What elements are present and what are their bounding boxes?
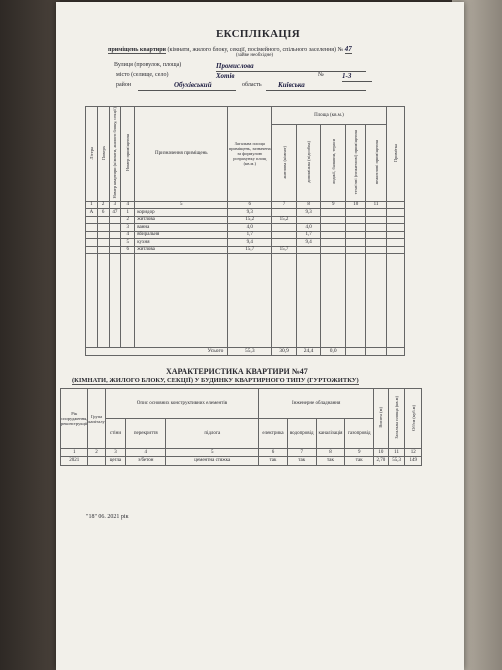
col-header: Поверх bbox=[97, 107, 109, 202]
table-row bbox=[86, 216, 405, 224]
cell-walls: цегла bbox=[105, 456, 126, 465]
cell-room-no: 4 bbox=[121, 231, 135, 239]
col-header: Висота (м) bbox=[374, 389, 389, 449]
cell-ceiling: з/бетон bbox=[126, 456, 166, 465]
col-header: технічні (нежитлові) приміщення bbox=[346, 125, 366, 201]
cell-aux: 4,0 bbox=[296, 224, 321, 232]
district-underline bbox=[138, 90, 236, 91]
col-number: 2 bbox=[97, 201, 109, 209]
cell-living bbox=[272, 224, 297, 232]
cell-room-name: житлова bbox=[135, 246, 228, 254]
cell-room-no: 6 bbox=[121, 246, 135, 254]
total-living: 30,9 bbox=[272, 348, 297, 356]
region-label: область bbox=[242, 82, 262, 88]
table-row bbox=[86, 224, 405, 232]
total-aux: 24,4 bbox=[296, 348, 321, 356]
col-number: 9 bbox=[321, 201, 346, 209]
cell-floor: цементна стяжка bbox=[166, 456, 259, 465]
col-header: Загальна площа приміщень, зазначена за формулою розрахунку площ (кв.м.) bbox=[228, 107, 272, 202]
cell-living: 15,2 bbox=[272, 216, 297, 224]
col-number: 5 bbox=[166, 449, 259, 457]
cell-room-name: кухня bbox=[135, 239, 228, 247]
col-header: Номер приміщення bbox=[121, 107, 135, 202]
sub-header: каналізація bbox=[316, 419, 345, 449]
cell-total: 15,7 bbox=[228, 246, 272, 254]
col-number: 1 bbox=[86, 201, 98, 209]
subtitle-prefix: приміщень квартири bbox=[108, 47, 167, 53]
col-number: 10 bbox=[374, 449, 389, 457]
table-row bbox=[86, 239, 405, 247]
number-underline bbox=[342, 81, 372, 82]
col-number: 4 bbox=[126, 449, 166, 457]
explication-table bbox=[85, 106, 405, 356]
equipment-header: Інженерне обладнання bbox=[259, 389, 374, 419]
sub-header: електрика bbox=[259, 419, 288, 449]
total-label: Усього bbox=[86, 348, 228, 356]
town-label: місто (селище, село) bbox=[116, 72, 169, 78]
number-value: 1-3 bbox=[342, 72, 352, 80]
col-number: 10 bbox=[346, 201, 366, 209]
col-number: 8 bbox=[296, 201, 321, 209]
col-number: 11 bbox=[388, 449, 405, 457]
cell-apartment: 47 bbox=[109, 209, 121, 217]
cell-aux bbox=[296, 216, 321, 224]
col-header: Об'єм (куб.м) bbox=[405, 389, 422, 449]
cell-room-no: 5 bbox=[121, 239, 135, 247]
table-row bbox=[86, 209, 405, 217]
cell-total: 4,0 bbox=[228, 224, 272, 232]
col-header: Літера bbox=[86, 107, 98, 202]
region-value: Київська bbox=[278, 81, 305, 89]
col-header: житлова (кімнат) bbox=[272, 125, 297, 201]
col-header: Примітка bbox=[386, 107, 404, 202]
district-value: Обухівський bbox=[174, 81, 212, 89]
cell-gas: так bbox=[345, 456, 374, 465]
col-header: Група капіталу bbox=[88, 389, 105, 449]
section2-title: ХАРАКТЕРИСТИКА КВАРТИРИ №47 bbox=[166, 367, 308, 376]
sub-header: перекриття bbox=[126, 419, 166, 449]
total-area: 55,3 bbox=[228, 348, 272, 356]
col-number: 3 bbox=[109, 201, 121, 209]
col-header: Загальна площа (кв.м) bbox=[388, 389, 405, 449]
col-number: 6 bbox=[228, 201, 272, 209]
total-balcony: 0,0 bbox=[321, 348, 346, 356]
cell-aux bbox=[296, 246, 321, 254]
cell-room-no: 1 bbox=[121, 209, 135, 217]
col-header: Призначення приміщень bbox=[135, 107, 228, 202]
characteristics-table bbox=[60, 388, 422, 466]
cell-room-name: коридор bbox=[135, 209, 228, 217]
cell-room-name: вбиральня bbox=[135, 231, 228, 239]
cell-room-no: 2 bbox=[121, 216, 135, 224]
cell-total: 15,2 bbox=[228, 216, 272, 224]
table-row bbox=[86, 246, 405, 254]
col-number-row bbox=[61, 449, 422, 457]
col-number: 5 bbox=[135, 201, 228, 209]
background-left bbox=[0, 0, 60, 670]
region-underline bbox=[266, 90, 366, 91]
col-number: 4 bbox=[121, 201, 135, 209]
cell-group bbox=[88, 456, 105, 465]
col-number: 7 bbox=[287, 449, 316, 457]
col-header: Рік спорудження, реконструкції bbox=[61, 389, 88, 449]
cell-room-name: ванна bbox=[135, 224, 228, 232]
col-number: 6 bbox=[259, 449, 288, 457]
cell-aux: 9,3 bbox=[296, 209, 321, 217]
street-label: Вулиця (провулок, площа) bbox=[114, 62, 182, 68]
cell-aux: 9,4 bbox=[296, 239, 321, 247]
cell-room-name: житлова bbox=[135, 216, 228, 224]
cell-letter: А bbox=[86, 209, 98, 217]
col-number bbox=[386, 201, 404, 209]
col-number: 7 bbox=[272, 201, 297, 209]
apartment-number: 47 bbox=[344, 45, 352, 53]
total-row bbox=[86, 348, 405, 356]
col-number: 9 bbox=[345, 449, 374, 457]
sub-header: стіни bbox=[105, 419, 126, 449]
col-header: Номер квартири (кімнати, жилого блоку, секції) bbox=[109, 107, 121, 202]
sub-header: газопровід bbox=[345, 419, 374, 449]
section2-subtitle-text: (КІМНАТИ, ЖИЛОГО БЛОКУ, СЕКЦІЇ) У БУДИНКУ КВАРТИРНОГО ТИПУ (ГУРТОЖИТКУ) bbox=[72, 377, 359, 384]
street-value: Промислова bbox=[216, 62, 254, 70]
cell-room-no: 3 bbox=[121, 224, 135, 232]
col-header: лоджії, балкони, тераси bbox=[321, 125, 346, 201]
structure-header: Опис основних конструктивних елементів bbox=[105, 389, 259, 419]
table-row bbox=[86, 231, 405, 239]
cell-electric: так bbox=[259, 456, 288, 465]
subtitle-rest: (кімнати, жилого блоку, секції, посімейного, спільного заселення) № bbox=[167, 47, 344, 53]
cell-height: 2,70 bbox=[374, 456, 389, 465]
number-label: № bbox=[318, 72, 324, 78]
col-header: нежитлові приміщення bbox=[366, 125, 386, 201]
col-number: 2 bbox=[88, 449, 105, 457]
cell-sewer: так bbox=[316, 456, 345, 465]
cell-living bbox=[272, 209, 297, 217]
col-number: 8 bbox=[316, 449, 345, 457]
cell-area: 55,3 bbox=[388, 456, 405, 465]
col-header: допоміжна (підсобна) bbox=[296, 125, 321, 201]
col-number-row bbox=[86, 201, 405, 209]
sub-header: підлога bbox=[166, 419, 259, 449]
cell-living bbox=[272, 239, 297, 247]
col-number: 11 bbox=[366, 201, 386, 209]
area-group-header: Площа (кв.м.) bbox=[272, 107, 386, 125]
col-number: 12 bbox=[405, 449, 422, 457]
town-value: Хотів bbox=[216, 72, 235, 80]
sub-header: водопровід bbox=[287, 419, 316, 449]
cell-total: 9,4 bbox=[228, 239, 272, 247]
table-row bbox=[61, 456, 422, 465]
cell-aux: 1,7 bbox=[296, 231, 321, 239]
col-number: 3 bbox=[105, 449, 126, 457]
cell-floor: 6 bbox=[97, 209, 109, 217]
district-label: район bbox=[116, 82, 132, 88]
subtitle-note: (зайве необхідне) bbox=[236, 53, 274, 58]
cell-total: 1,7 bbox=[228, 231, 272, 239]
doc-subtitle bbox=[108, 45, 352, 53]
cell-total: 9,3 bbox=[228, 209, 272, 217]
document-date: "18" 06. 2021 рік bbox=[86, 514, 129, 520]
cell-water: так bbox=[287, 456, 316, 465]
cell-volume: 149 bbox=[405, 456, 422, 465]
document-page bbox=[56, 2, 464, 670]
cell-living: 15,7 bbox=[272, 246, 297, 254]
cell-year: 2021 bbox=[61, 456, 88, 465]
col-number: 1 bbox=[61, 449, 88, 457]
section2-subtitle bbox=[72, 377, 359, 384]
empty-space-row bbox=[86, 254, 405, 348]
doc-title: ЕКСПЛІКАЦІЯ bbox=[216, 28, 301, 40]
cell-living bbox=[272, 231, 297, 239]
street-line bbox=[114, 62, 181, 68]
